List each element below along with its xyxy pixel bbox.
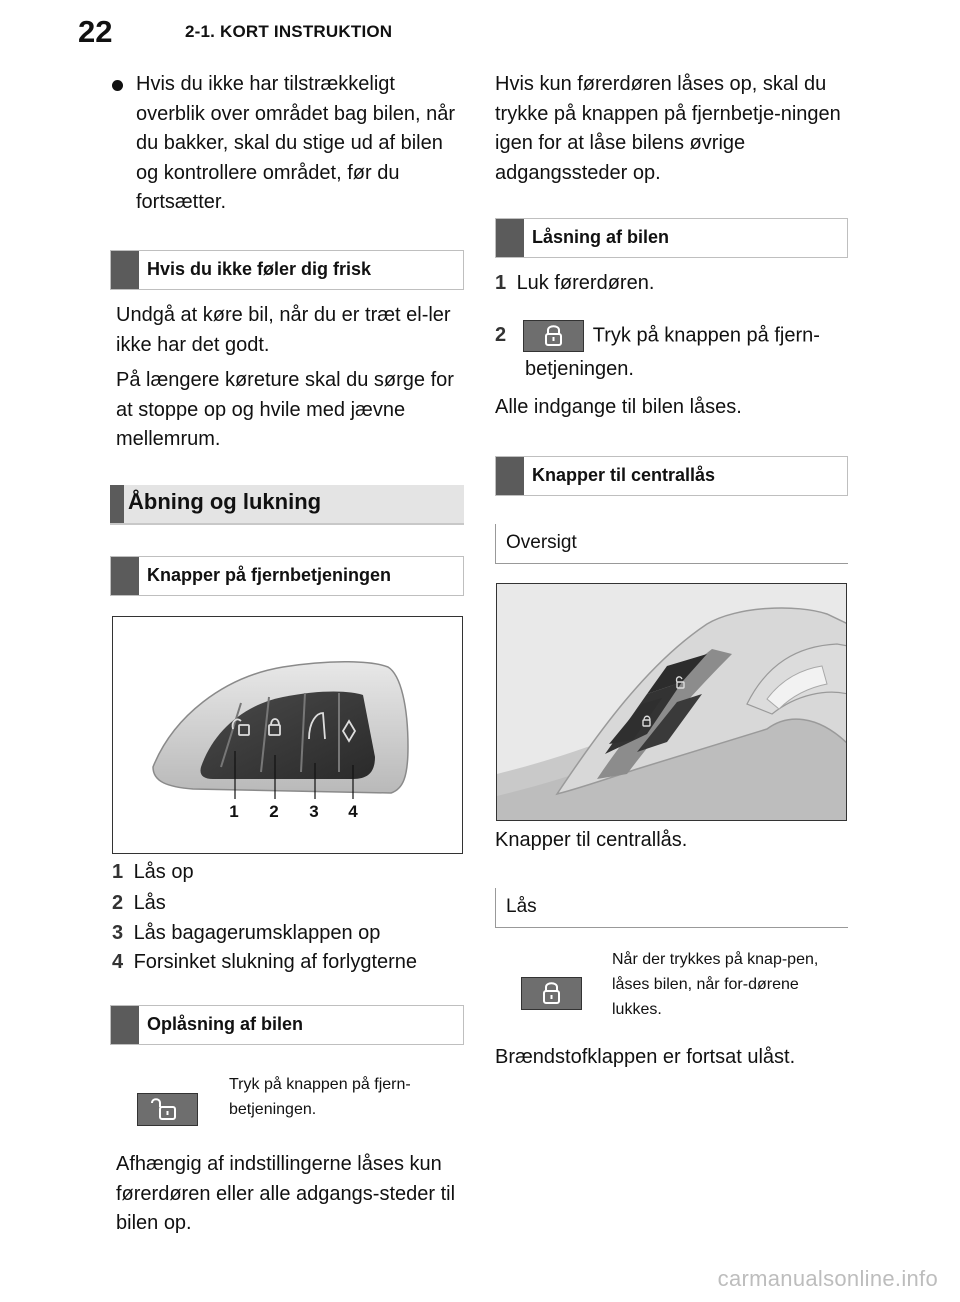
central-lock-figure — [496, 583, 847, 821]
heading-unlock-text: Oplåsning af bilen — [147, 1014, 304, 1034]
watermark: carmanualsonline.info — [717, 1266, 938, 1291]
unlock-instruction: Tryk på knappen på fjern-betjeningen. — [229, 1076, 411, 1118]
key-fob-figure — [112, 616, 463, 854]
paragraph-tired-1: Undgå at køre bil, når du er træt el-ler ikke har det godt. — [116, 304, 451, 356]
list-item: 1 Lås op — [112, 861, 194, 883]
unlock-button-icon — [137, 1093, 198, 1126]
section-title: 2-1. KORT INSTRUKTION — [185, 22, 393, 41]
heading-open-close — [110, 485, 464, 525]
figure-caption: Knapper til centrallås. — [495, 829, 688, 851]
heading-central-lock — [495, 456, 848, 496]
callout-2: 2 — [269, 802, 279, 821]
bullet-paragraph — [112, 70, 462, 218]
paragraph-tired-2: På længere køreture skal du sørge for at stoppe op og hvile med jævne mellemrum. — [116, 369, 454, 450]
paragraph-all-locked: Alle indgange til bilen låses. — [495, 396, 742, 418]
heading-open-close-text: Åbning og lukning — [128, 489, 322, 514]
door-panel-illustration — [497, 584, 847, 821]
callout-3: 3 — [309, 802, 319, 821]
lock-button-icon — [523, 320, 584, 352]
callout-4: 4 — [348, 802, 358, 821]
heading-tired — [110, 250, 464, 290]
list-item: 3 Lås bagagerumsklappen op — [112, 922, 381, 944]
paragraph-fuel-flap: Brændstofklappen er fortsat ulåst. — [495, 1046, 796, 1068]
heading-unlock — [110, 1005, 464, 1045]
step-item-continuation: betjeningen. — [525, 358, 634, 380]
heading-lock — [495, 218, 848, 258]
heading-remote-buttons — [110, 556, 464, 596]
heading-remote-buttons-text: Knapper på fjernbetjeningen — [147, 565, 392, 585]
subheading-lock-text: Lås — [506, 896, 537, 917]
subheading-lock — [495, 888, 848, 928]
bullet-icon — [112, 80, 123, 91]
heading-central-lock-text: Knapper til centrallås — [532, 465, 716, 485]
figure-callout-labels — [229, 802, 358, 821]
callout-1: 1 — [229, 802, 239, 821]
key-fob-illustration — [113, 617, 463, 854]
lock-icon — [521, 977, 582, 1010]
step-item: 1 Luk førerdøren. — [495, 272, 655, 294]
subheading-overview-text: Oversigt — [506, 532, 577, 553]
heading-tired-text: Hvis du ikke føler dig frisk — [147, 259, 372, 279]
list-item: 4 Forsinket slukning af forlygterne — [112, 951, 418, 973]
list-item: 2 Lås — [112, 892, 166, 914]
subheading-overview — [495, 524, 848, 564]
bullet-text: Hvis du ikke har tilstrækkeligt overblik over området bag bilen, når du bakker, skal du stige ud af bilen og kontrollere området, før du fortsætter. — [136, 73, 456, 213]
step-item: 2 Tryk på knappen på fjern- — [495, 320, 845, 352]
lock-instruction: Når der trykkes på knap-pen, låses bilen, når for-dørene lukkes. — [612, 951, 819, 1018]
heading-lock-text: Låsning af bilen — [532, 227, 670, 247]
page-number: 22 — [78, 14, 113, 49]
paragraph-settings: Afhængig af indstillingerne låses kun førerdøren eller alle adgangs-steder til bilen op. — [116, 1153, 456, 1234]
paragraph-driver-door: Hvis kun førerdøren låses op, skal du trykke på knappen på fjernbetje-ningen igen for at låse bilens øvrige adgangssteder op. — [495, 73, 841, 184]
